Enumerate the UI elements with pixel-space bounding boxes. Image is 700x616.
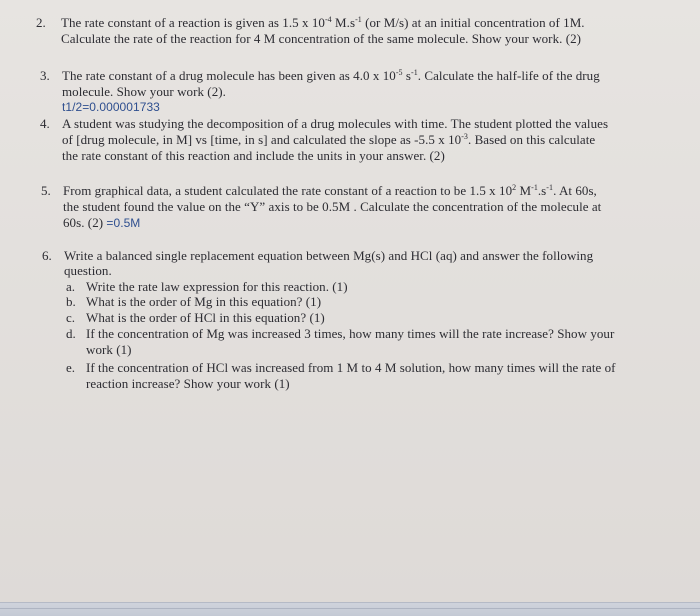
bottom-edge-strip (0, 608, 700, 609)
question-3-line-2: molecule. Show your work (2). (62, 84, 226, 99)
question-5-line-1: From graphical data, a student calculated the rate constant of a reaction to be 1.5 x $10^2$ $M^{-1}.s^{-1}$. At 60s, (63, 183, 597, 198)
question-6-part-letter: a. (66, 279, 76, 294)
question-6-part-letter: d. (66, 326, 76, 341)
question-6-part-b-text: What is the order of Mg in this equation? (1) (86, 294, 322, 309)
question-5-line-3: 60s. (2) =0.5M (63, 215, 141, 230)
question-2-line-2: Calculate the rate of the reaction for 4 M concentration of the same molecule. Show your work. (2) (61, 31, 582, 46)
question-4-number: 4. (40, 116, 50, 131)
question-6-part-letter: b. (66, 294, 76, 309)
question-6-line-1: Write a balanced single replacement equation between Mg(s) and HCl (aq) and answer the following (64, 248, 594, 263)
question-6-part-c-text: What is the order of HCl in this equation? (1) (86, 310, 325, 325)
question-3-handwritten-answer: t1/2=0.000001733 (62, 100, 160, 114)
question-6-line-2: question. (64, 263, 112, 278)
question-5-line-2: the student found the value on the “Y” axis to be 0.5M . Calculate the concentration of the molecule at (63, 199, 602, 214)
question-5-handwritten-answer: =0.5M (106, 216, 141, 230)
question-6-part-d-text-continued: work (1) (86, 342, 132, 357)
question-6-part-letter: c. (66, 310, 76, 325)
question-6-part-letter: e. (66, 360, 76, 375)
question-6-part-e-text-continued: reaction increase? Show your work (1) (86, 376, 290, 391)
bottom-edge-bar (0, 602, 700, 616)
question-3-number: 3. (40, 68, 50, 83)
question-2-line-1: The rate constant of a reaction is given as 1.5 x $10^{-4}$ $M.s^{-1}$ (or M/s) at an initial concentration of 1M. (61, 15, 585, 30)
question-4-line-1: A student was studying the decomposition of a drug molecules with time. The student plotted the values (62, 116, 609, 131)
question-6-number: 6. (42, 248, 52, 263)
question-4-line-3: the rate constant of this reaction and include the units in your answer. (2) (62, 148, 445, 163)
question-4-line-2: of [drug molecule, in M] vs [time, in s] and calculated the slope as -5.5 x $10^{-3}$. Based on this calculate (62, 132, 596, 147)
question-6-part-a-text: Write the rate law expression for this reaction. (1) (86, 279, 348, 294)
question-2-number: 2. (36, 15, 46, 30)
question-5-number: 5. (41, 183, 51, 198)
question-3-line-1: The rate constant of a drug molecule has been given as 4.0 x $10^{-5}$ $s^{-1}$. Calculate the half-life of the drug (62, 68, 600, 83)
question-6-part-e-text: If the concentration of HCl was increased from 1 M to 4 M solution, how many times will the rate of (86, 360, 616, 375)
question-6-part-d-text: If the concentration of Mg was increased 3 times, how many times will the rate increase? Show your (86, 326, 615, 341)
